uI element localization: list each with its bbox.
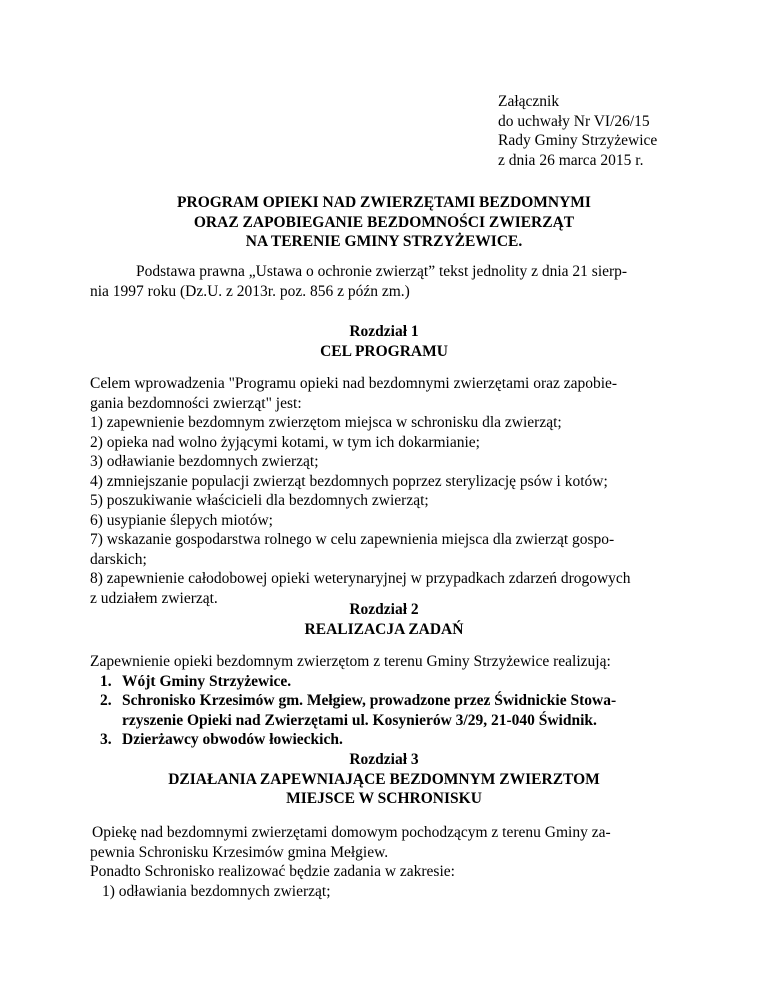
title-line: NA TERENIE GMINY STRZYŻEWICE.: [245, 233, 523, 250]
chapter2-subheading: REALIZACJA ZADAŃ: [304, 620, 464, 638]
chapter2-body: [90, 652, 680, 750]
annex-line: z dnia 26 marca 2015 r.: [498, 151, 644, 169]
paragraph-line: Opiekę nad bezdomnymi zwierzętami domowym pochodzącym z terenu Gminy za-: [92, 824, 611, 841]
title-line: ORAZ ZAPOBIEGANIE BEZDOMNOŚCI ZWIERZĄT: [193, 213, 575, 231]
list-item: [100, 691, 680, 730]
list-item-text: Schronisko Krzesimów gm. Mełgiew, prowadzone przez Świdnickie Stowa-: [122, 692, 617, 709]
ordered-list: [90, 672, 680, 750]
chapter3-header: [90, 750, 678, 809]
paragraph-line: Zapewnienie opieki bezdomnym zwierzętom z terenu Gminy Strzyżewice realizują:: [90, 653, 611, 670]
list-item: 7) wskazanie gospodarstwa rolnego w celu zapewnienia miejsca dla zwierząt gospo-: [90, 531, 615, 548]
chapter3-subheading: DZIAŁANIA ZAPEWNIAJĄCE BEZDOMNYM ZWIERZTOM: [168, 770, 600, 788]
list-item: 2) opieka nad wolno żyjącymi kotami, w tym ich dokarmianie;: [90, 433, 480, 451]
list-item-text: rzyszenie Opieki nad Zwierzętami ul. Kosynierów 3/29, 21-040 Świdnik.: [122, 711, 597, 729]
list-item: 6) usypianie ślepych miotów;: [90, 511, 273, 529]
annex-line: do uchwały Nr VI/26/15: [498, 112, 650, 130]
chapter3-subheading: MIEJSCE W SCHRONISKU: [286, 790, 482, 807]
list-item: 8) zapewnienie całodobowej opieki weterynaryjnej w przypadkach zdarzeń drogowych: [90, 570, 631, 587]
chapter1-subheading: CEL PROGRAMU: [320, 342, 448, 360]
list-item: 5) poszukiwanie właścicieli dla bezdomnych zwierząt;: [90, 492, 429, 509]
chapter1-body: [90, 374, 680, 608]
legal-basis-line: Podstawa prawna „Ustawa o ochronie zwierząt” tekst jednolity z dnia 21 sierp-: [136, 263, 628, 280]
chapter3-body: [90, 823, 680, 901]
list-number: 3.: [100, 731, 112, 748]
paragraph-line: Ponadto Schronisko realizować będzie zadania w zakresie:: [90, 863, 455, 880]
chapter2-header: [90, 600, 678, 639]
paragraph-line: pewnia Schronisku Krzesimów gmina Mełgiew.: [90, 843, 389, 861]
list-item: darskich;: [90, 550, 147, 568]
legal-basis: [90, 262, 680, 301]
title-line: PROGRAM OPIEKI NAD ZWIERZĘTAMI BEZDOMNYMI: [177, 194, 591, 211]
chapter3-heading: Rozdział 3: [349, 751, 419, 768]
annex-line: Załącznik: [498, 93, 560, 110]
chapter1-heading: Rozdział 1: [349, 323, 419, 340]
list-item: 3) odławianie bezdomnych zwierząt;: [90, 453, 319, 470]
list-item-text: Wójt Gminy Strzyżewice.: [122, 672, 292, 690]
list-item: [100, 672, 680, 692]
list-item-text: Dzierżawcy obwodów łowieckich.: [122, 731, 343, 748]
list-item: 1) odławiania bezdomnych zwierząt;: [102, 882, 331, 900]
legal-basis-line: nia 1997 roku (Dz.U. z 2013r. poz. 856 z późn zm.): [90, 282, 410, 300]
paragraph-line: gania bezdomności zwierząt" jest:: [90, 394, 302, 412]
list-item: 4) zmniejszanie populacji zwierząt bezdomnych poprzez sterylizację psów i kotów;: [90, 472, 608, 490]
document-title: [90, 193, 678, 252]
annex-header: [498, 92, 657, 170]
list-number: 2.: [100, 692, 112, 709]
list-number: 1.: [100, 672, 112, 690]
list-item: 1) zapewnienie bezdomnym zwierzętom miejsca w schronisku dla zwierząt;: [90, 414, 562, 431]
chapter1-header: [90, 322, 678, 361]
list-item: z udziałem zwierząt.: [90, 589, 218, 607]
paragraph-line: Celem wprowadzenia "Programu opieki nad bezdomnymi zwierzętami oraz zapobie-: [90, 375, 618, 392]
annex-line: Rady Gminy Strzyżewice: [498, 132, 658, 149]
chapter2-heading: Rozdział 2: [349, 601, 419, 618]
list-item: [100, 730, 680, 750]
